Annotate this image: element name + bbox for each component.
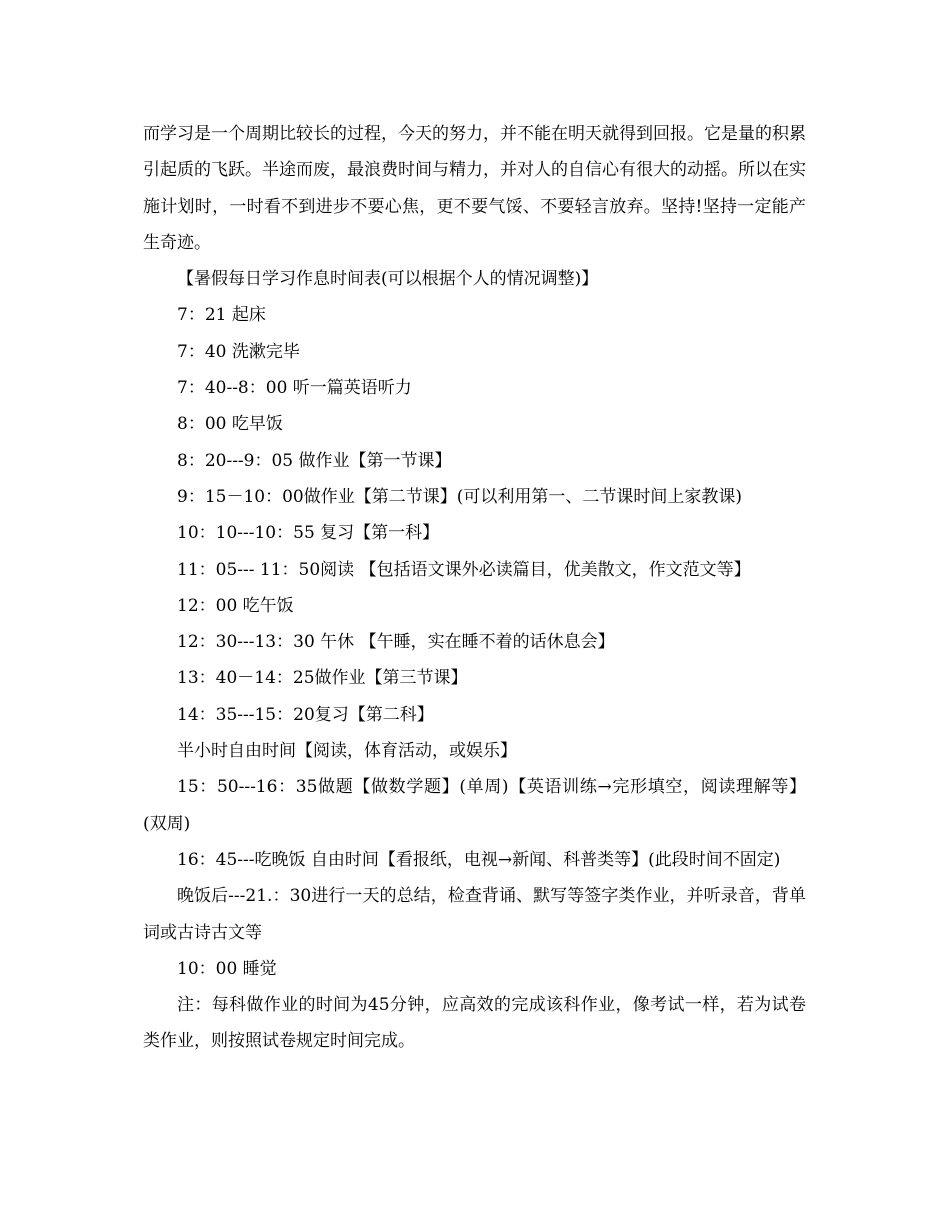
schedule-item: 10：10---10：55 复习【第一科】	[177, 523, 440, 544]
schedule-title: 【暑假每日学习作息时间表(可以根据个人的情况调整)】	[177, 269, 599, 290]
schedule-item: 11：05--- 11：50阅读 【包括语文课外必读篇目，优美散文，作文范文等】	[177, 559, 751, 580]
schedule-item: 7：40--8：00 听一篇英语听力	[177, 378, 412, 399]
intro-paragraph: 而学习是一个周期比较长的过程，今天的努力，并不能在明天就得到回报。它是量的积累引起质的飞跃。半途而废，最浪费时间与精力，并对人的自信心有很大的动摇。所以在实施计划时，一时看不到进步不要心焦，更不要气馁、不要轻言放弃。坚持!坚持一定能产生奇迹。	[143, 124, 806, 253]
schedule-item: 8：00 吃早饭	[177, 414, 283, 435]
document-body	[143, 116, 806, 1060]
schedule-item: 7：40 洗漱完毕	[177, 341, 300, 362]
schedule-item: 16：45---吃晚饭 自由时间【看报纸，电视→新闻、科普类等】(此段时间不固定)	[177, 849, 781, 870]
schedule-item: 12：30---13：30 午休 【午睡，实在睡不着的话休息会】	[177, 632, 615, 653]
schedule-item: 15：50---16：35做题【做数学题】(单周)【英语训练→完形填空，阅读理解等】(双周)	[143, 777, 806, 834]
schedule-item: 9：15－10：00做作业【第二节课】(可以利用第一、二节课时间上家教课)	[177, 486, 742, 507]
schedule-item: 半小时自由时间【阅读，体育活动，或娱乐】	[177, 741, 517, 762]
note-paragraph: 注：每科做作业的时间为45分钟，应高效的完成该科作业，像考试一样，若为试卷类作业，则按照试卷规定时间完成。	[143, 995, 806, 1052]
schedule-item: 7：21 起床	[177, 305, 266, 326]
schedule-item: 12：00 吃午饭	[177, 595, 294, 616]
schedule-item: 13：40－14：25做作业【第三节课】	[177, 668, 468, 689]
schedule-item: 晚饭后---21.：30进行一天的总结，检查背诵、默写等签字类作业，并听录音，背单词或古诗古文等	[143, 886, 806, 943]
schedule-item: 10：00 睡觉	[177, 958, 277, 979]
schedule-list	[143, 297, 806, 987]
schedule-item: 8：20---9：05 做作业【第一节课】	[177, 450, 452, 471]
schedule-item: 14：35---15：20复习【第二科】	[177, 704, 434, 725]
